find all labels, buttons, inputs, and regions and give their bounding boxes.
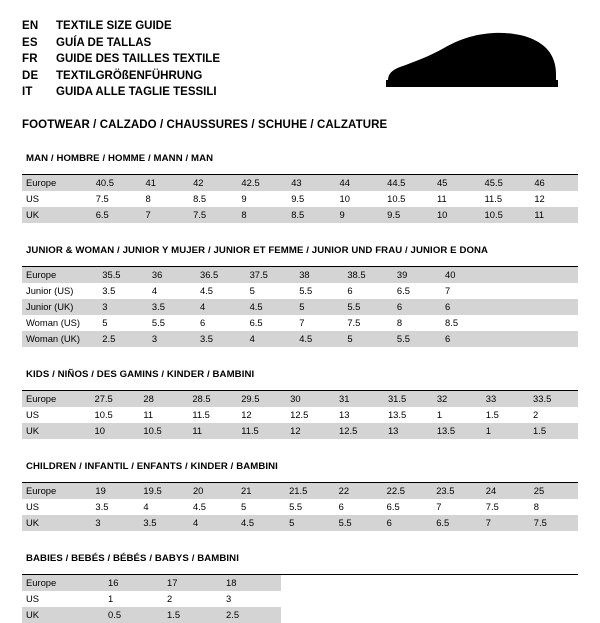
cell: 0.5 [104,607,163,623]
footwear-section-title: FOOTWEAR / CALZADO / CHAUSSURES / SCHUHE / CALZATURE [22,118,388,131]
cell-empty [489,299,533,315]
size-group-children [22,461,578,531]
cell: 9.5 [287,191,335,207]
cell: 21 [237,483,285,499]
cell: 5.5 [285,499,335,515]
cell: 5 [295,299,343,315]
cell: 7.5 [92,191,142,207]
table-row [22,407,578,423]
cell: 3.5 [91,499,139,515]
cell: 19.5 [139,483,189,499]
cell: 10.5 [91,407,140,423]
row-label: US [22,407,91,423]
cell-empty [534,315,578,331]
size-table-man [22,175,578,223]
cell: 3.5 [148,299,196,315]
cell: 1 [482,423,529,439]
language-row [22,68,220,85]
language-title: TEXTILGRÖßENFÜHRUNG [56,69,203,82]
cell: 11.5 [188,407,237,423]
cell: 28 [139,391,188,407]
cell: 8 [393,315,441,331]
cell: 10.5 [383,191,433,207]
row-label: US [22,591,104,607]
language-row [22,18,220,35]
cell: 5.5 [148,315,196,331]
size-group-man [22,153,578,223]
cell: 9 [336,207,384,223]
group-heading: KIDS / NIÑOS / DES GAMINS / KINDER / BAMBINI [26,368,255,380]
cell: 2 [529,407,578,423]
cell: 12 [237,407,286,423]
cell: 5 [246,283,296,299]
table-row [22,515,578,531]
cell: 6.5 [92,207,142,223]
cell: 5.5 [295,283,343,299]
cell: 3 [98,299,148,315]
cell: 6 [196,315,246,331]
cell: 6 [335,499,383,515]
cell: 10.5 [481,207,531,223]
cell: 4.5 [189,499,237,515]
cell: 4 [139,499,189,515]
cell: 6.5 [383,499,433,515]
size-group-babies [22,553,578,623]
group-heading: CHILDREN / INFANTIL / ENFANTS / KINDER / BAMBINI [26,460,278,472]
cell: 19 [91,483,139,499]
cell: 39 [393,267,441,283]
cell-empty [534,331,578,347]
cell-empty [489,331,533,347]
row-label: UK [22,515,91,531]
cell: 6 [343,283,393,299]
cell: 31.5 [384,391,433,407]
cell: 11 [188,423,237,439]
cell: 12.5 [335,423,384,439]
cell: 22.5 [383,483,433,499]
cell: 6 [383,515,433,531]
cell: 4.5 [196,283,246,299]
cell: 42 [189,175,237,191]
cell: 40.5 [92,175,142,191]
cell: 40 [441,267,489,283]
table-row [22,315,578,331]
cell: 4.5 [237,515,285,531]
cell: 5 [98,315,148,331]
cell: 13 [384,423,433,439]
row-label: Woman (UK) [22,331,98,347]
table-row [22,391,578,407]
cell: 10 [433,207,481,223]
cell: 11.5 [481,191,531,207]
language-title: GUIDA ALLE TAGLIE TESSILI [56,86,217,98]
cell-empty [489,283,533,299]
size-group-kids [22,369,578,439]
size-group-junior-woman [22,245,578,347]
cell: 16 [104,575,163,591]
cell: 8 [142,191,190,207]
language-row [22,51,220,68]
cell: 5 [237,499,285,515]
cell: 30 [286,391,335,407]
cell: 44 [336,175,384,191]
cell-empty [534,267,578,283]
cell: 24 [482,483,530,499]
cell: 4 [148,283,196,299]
cell: 9 [237,191,287,207]
cell: 6 [393,299,441,315]
cell: 8.5 [287,207,335,223]
cell: 8 [530,499,578,515]
cell: 32 [433,391,482,407]
cell: 46 [530,175,578,191]
cell: 45.5 [481,175,531,191]
cell: 18 [222,575,281,591]
cell: 7 [482,515,530,531]
cell: 7 [432,499,482,515]
cell: 27.5 [91,391,140,407]
cell: 4 [196,299,246,315]
size-table-babies [22,575,281,623]
cell: 20 [189,483,237,499]
cell: 6.5 [432,515,482,531]
cell-empty [489,267,533,283]
cell: 37.5 [246,267,296,283]
cell: 11 [139,407,188,423]
row-label: UK [22,607,104,623]
cell: 9.5 [383,207,433,223]
language-title: GUÍA DE TALLAS [56,36,152,49]
cell: 1 [104,591,163,607]
cell: 23.5 [432,483,482,499]
cell: 7.5 [343,315,393,331]
cell: 10.5 [139,423,188,439]
cell: 11 [433,191,481,207]
cell: 17 [163,575,222,591]
cell: 10 [91,423,140,439]
row-label: Europe [22,267,98,283]
cell: 1.5 [529,423,578,439]
language-title: GUIDE DES TAILLES TEXTILE [56,53,220,65]
cell: 5 [285,515,335,531]
group-heading: BABIES / BEBÉS / BÉBÉS / BABYS / BAMBINI [26,552,239,564]
cell: 43 [287,175,335,191]
cell: 8.5 [189,191,237,207]
row-label: UK [22,207,92,223]
row-label: Woman (US) [22,315,98,331]
cell: 5.5 [335,515,383,531]
cell-empty [489,315,533,331]
cell: 7 [295,315,343,331]
size-table-children [22,483,578,531]
table-row [22,423,578,439]
cell: 38 [295,267,343,283]
group-heading: JUNIOR & WOMAN / JUNIOR Y MUJER / JUNIOR ET FEMME / JUNIOR UND FRAU / JUNIOR E DONA [26,244,489,256]
cell: 42.5 [237,175,287,191]
table-row [22,175,578,191]
cell: 12 [530,191,578,207]
row-label: Junior (US) [22,283,98,299]
row-label: UK [22,423,91,439]
cell: 6.5 [246,315,296,331]
cell: 38.5 [343,267,393,283]
cell: 21.5 [285,483,335,499]
row-label: Europe [22,391,91,407]
row-label: Europe [22,575,104,591]
cell: 22 [335,483,383,499]
cell: 4 [189,515,237,531]
dress-shoe-icon [378,30,558,97]
row-label: US [22,499,91,515]
row-label: Europe [22,483,91,499]
table-row [22,591,281,607]
size-table-junior-woman [22,267,578,347]
size-table-kids [22,391,578,439]
cell: 3.5 [139,515,189,531]
language-title-list [22,18,220,101]
language-title: TEXTILE SIZE GUIDE [56,20,172,32]
group-heading: MAN / HOMBRE / HOMME / MANN / MAN [26,152,214,164]
cell: 33 [482,391,529,407]
document-header [22,18,578,101]
cell: 33.5 [529,391,578,407]
cell: 1.5 [482,407,529,423]
table-row [22,331,578,347]
cell: 3.5 [98,283,148,299]
cell: 4.5 [295,331,343,347]
cell: 13 [335,407,384,423]
language-row [22,35,220,52]
cell: 1.5 [163,607,222,623]
language-code: DE [22,69,39,82]
cell: 41 [142,175,190,191]
table-row [22,267,578,283]
table-row [22,207,578,223]
language-code: FR [22,53,38,65]
cell: 12.5 [286,407,335,423]
cell: 6 [441,331,489,347]
cell: 7.5 [189,207,237,223]
table-row [22,575,281,591]
language-code: ES [22,36,38,49]
cell: 2.5 [98,331,148,347]
cell: 4 [246,331,296,347]
cell: 5.5 [393,331,441,347]
cell: 13.5 [433,423,482,439]
cell: 35.5 [98,267,148,283]
table-row [22,607,281,623]
cell: 25 [530,483,578,499]
cell: 28.5 [188,391,237,407]
cell: 8 [237,207,287,223]
row-label: Junior (UK) [22,299,98,315]
cell: 45 [433,175,481,191]
cell: 3 [148,331,196,347]
cell: 36.5 [196,267,246,283]
cell: 5 [343,331,393,347]
cell: 6.5 [393,283,441,299]
cell: 10 [336,191,384,207]
cell-empty [534,283,578,299]
cell: 29.5 [237,391,286,407]
cell: 8.5 [441,315,489,331]
cell: 7.5 [530,515,578,531]
cell-empty [534,299,578,315]
cell: 31 [335,391,384,407]
cell: 3 [222,591,281,607]
table-row [22,299,578,315]
cell: 3 [91,515,139,531]
language-row [22,84,220,101]
cell: 44.5 [383,175,433,191]
table-row [22,483,578,499]
cell: 2.5 [222,607,281,623]
table-row [22,191,578,207]
cell: 36 [148,267,196,283]
cell: 12 [286,423,335,439]
cell: 1 [433,407,482,423]
cell: 7 [441,283,489,299]
cell: 5.5 [343,299,393,315]
cell: 7 [142,207,190,223]
cell: 2 [163,591,222,607]
language-code: IT [22,86,33,98]
cell: 13.5 [384,407,433,423]
cell: 3.5 [196,331,246,347]
cell: 4.5 [246,299,296,315]
cell: 11 [530,207,578,223]
table-row [22,499,578,515]
row-label: Europe [22,175,92,191]
row-label: US [22,191,92,207]
table-row [22,283,578,299]
language-code: EN [22,20,39,32]
cell: 11.5 [237,423,286,439]
cell: 6 [441,299,489,315]
cell: 7.5 [482,499,530,515]
